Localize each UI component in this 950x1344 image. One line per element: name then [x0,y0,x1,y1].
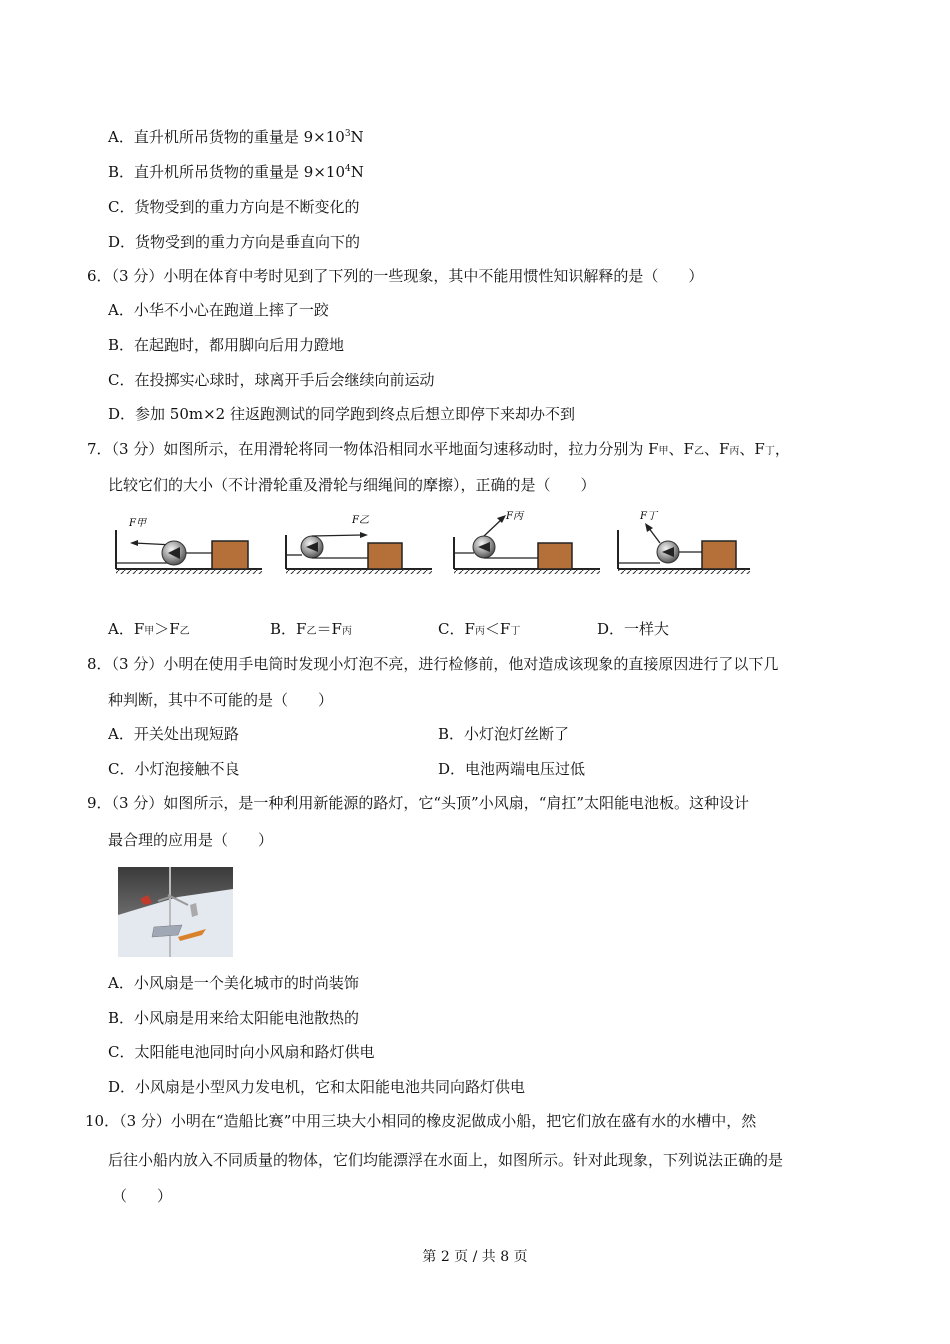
pulley-panel-bing [454,510,600,574]
q8-option-b: B．小灯泡灯丝断了 [438,725,570,743]
label-f-jia: F甲 [129,518,146,529]
q6-stem: 6．（3 分）小明在体育中考时见到了下列的一些现象，其中不能用惯性知识解释的是（ ） [87,267,704,285]
q10-stem-line2: 后往小船内放入不同质量的物体，它们均能漂浮在水面上，如图所示。针对此现象，下列说法正确的是 [108,1151,784,1169]
q5-option-d: D．货物受到的重力方向是垂直向下的 [108,233,361,251]
q9-stem-line1: 9．（3 分）如图所示，是一种利用新能源的路灯，它“头顶”小风扇，“肩扛”太阳能电池板。这种设计 [87,794,750,812]
q7-option-c: C．F丙＜F丁 [438,620,521,638]
q5-option-a: A．直升机所吊货物的重量是 $9\times 10^3N$ [108,128,364,146]
q7-stem-line2: 比较它们的大小（不计滑轮重及滑轮与细绳间的摩擦），正确的是（ ） [108,476,596,494]
solar-streetlamp-photo [118,867,233,957]
q7-pulley-figure [112,505,757,585]
q9-option-a: A．小风扇是一个美化城市的时尚装饰 [108,974,359,992]
q8-option-c: C．小灯泡接触不良 [108,760,240,778]
q7-option-a: A．F甲＞F乙 [108,620,190,638]
q5-option-b: B．直升机所吊货物的重量是 $9\times 10^4N$ [108,163,364,181]
q9-stem-line2: 最合理的应用是（ ） [108,831,274,849]
q7-option-d: D．一样大 [597,620,670,638]
q9-option-c: C．太阳能电池同时向小风扇和路灯供电 [108,1043,375,1061]
pulley-panel-jia [116,517,262,574]
q6-option-a: A．小华不小心在跑道上摔了一跤 [108,301,329,319]
q9-option-d: D．小风扇是小型风力发电机，它和太阳能电池共同向路灯供电 [108,1078,526,1096]
label-f-yi: F乙 [352,515,369,526]
q8-stem-line2: 种判断，其中不可能的是（ ） [108,691,334,709]
pulley-panel-ding [618,511,750,574]
label-f-ding: F丁 [640,511,657,522]
q10-stem-line1: 10．（3 分）小明在“造船比赛”中用三块大小相同的橡皮泥做成小船，把它们放在盛有水的水槽中，然 [85,1112,757,1130]
q6-option-b: B．在起跑时，都用脚向后用力蹬地 [108,336,345,354]
q9-option-b: B．小风扇是用来给太阳能电池散热的 [108,1009,360,1027]
q8-stem-line1: 8．（3 分）小明在使用手电筒时发现小灯泡不亮，进行检修前，他对造成该现象的直接原因进行了以下几 [87,655,779,673]
label-f-bing: F丙 [506,511,523,522]
pulley-panel-yi [286,515,432,574]
q6-option-d: D．参加 50m×2 往返跑测试的同学跑到终点后想立即停下来却办不到 [108,405,575,423]
q8-option-a: A．开关处出现短路 [108,725,239,743]
q8-option-d: D．电池两端电压过低 [438,760,586,778]
q5-option-c: C．货物受到的重力方向是不断变化的 [108,198,360,216]
page-footer: 第 2 页 / 共 8 页 [422,1249,528,1265]
q10-stem-line3: （ ） [112,1187,173,1205]
q7-option-b: B．F乙＝F丙 [270,620,352,638]
q6-option-c: C．在投掷实心球时，球离开手后会继续向前运动 [108,371,435,389]
q7-stem-line1: 7．（3 分）如图所示，在用滑轮将同一物体沿相同水平地面匀速移动时，拉力分别为 F甲、F乙、F丙、F丁， [87,440,790,458]
